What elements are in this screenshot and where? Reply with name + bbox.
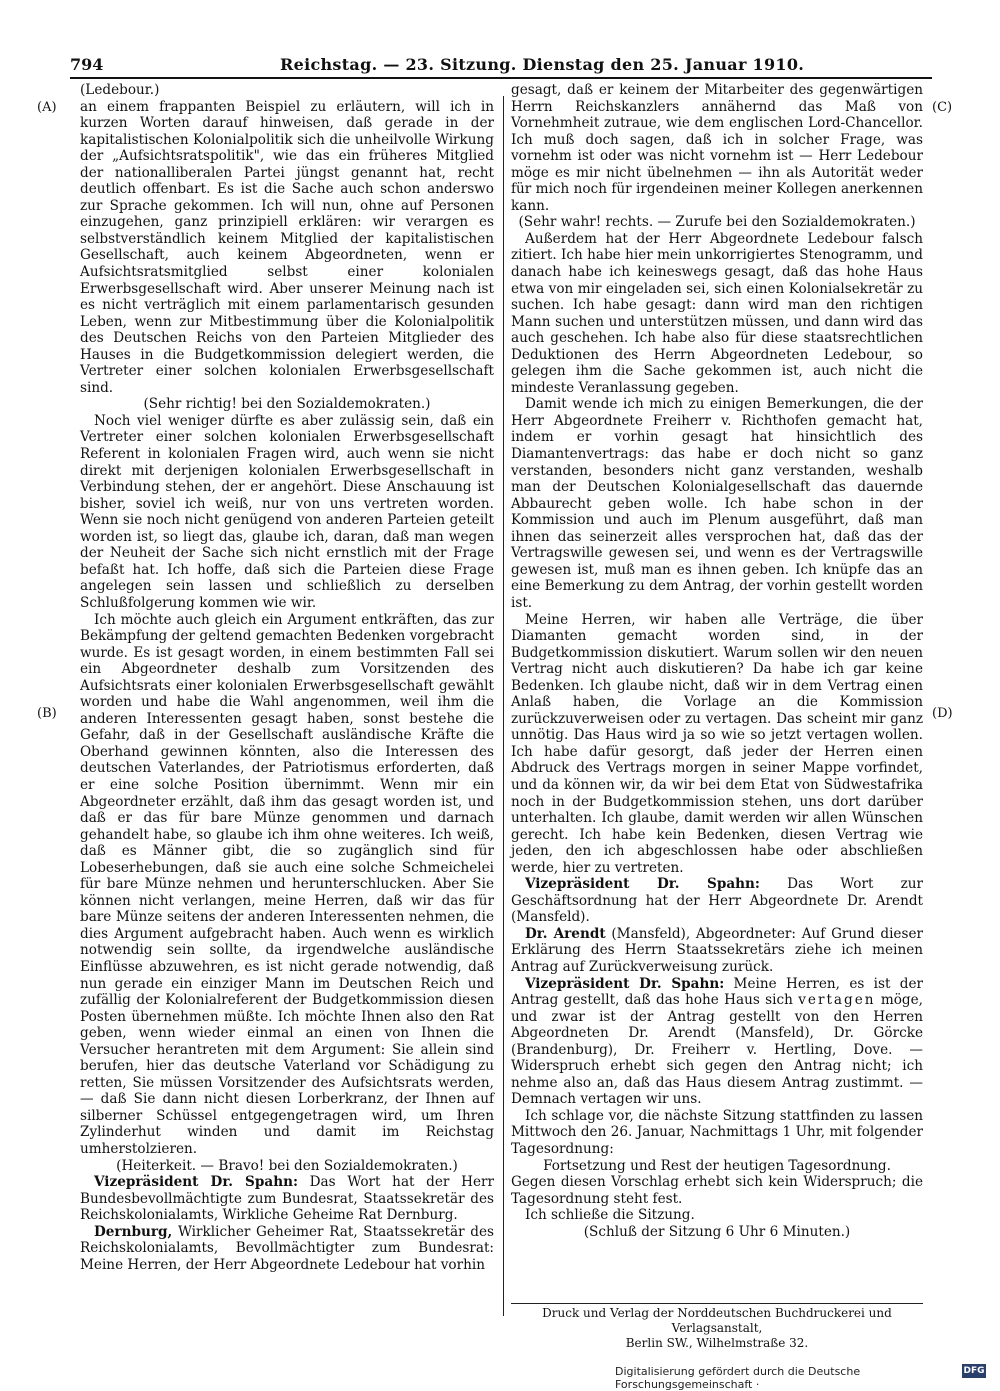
digitization-note: Digitalisierung gefördert durch die Deutsche Forschungsgemeinschaft · [615, 1365, 861, 1391]
margin-marker-d: (D) [932, 706, 953, 721]
closing-note: (Schluß der Sitzung 6 Uhr 6 Minuten.) [583, 1223, 851, 1240]
paragraph: Ich schlage vor, die nächste Sitzung stattfinden zu lassen Mittwoch den 26. Januar, Nachmittags 1 Uhr, mit folgender Tagesordnung: [511, 1107, 923, 1157]
imprint-line: Druck und Verlag der Norddeutschen Buchdruckerei und Verlagsanstalt, [542, 1306, 892, 1335]
paragraph: Meine Herren, wir haben alle Verträge, die über Diamanten gemacht worden sind, in der Budgetkommission diskutiert. Warum sollen wir den neuen Vertrag nicht auch diskutieren? Da habe ich gar keine Bedenken. Ich glaube nicht, daß wir in dem Vertrag einen Anlaß haben, die Vorlage an die Kommission zurückzuverweisen oder zu vertagen. Das scheint mir ganz unnötig. Das Haus wird ja so wie so jetzt vertagen wollen. Ich habe dafür gesorgt, daß jeder der Herren einen Abdruck des Vertrags morgen in seiner Mappe vorfindet, und da können wir, da wir bei dem Etat von Südwestafrika noch in der Budgetkommission stehen, uns dort darüber unterhalten. Ich glaube, damit werden wir allen Wünschen gerecht. Ich habe kein Bedenken, diesen Vertrag wie jeden, den ich abgeschlossen habe oder abschließen werde, hier zu vertreten. [511, 611, 923, 876]
margin-marker-c: (C) [932, 100, 953, 115]
speaker-name: Vizepräsident Dr. Spahn: [525, 975, 725, 992]
speaker-title: Wirklicher Geheimer Rat, Staatssekretär des Reichskolonialamts, Bevollmächtigter zum Bundesrat: [80, 1223, 494, 1257]
imprint [511, 1306, 923, 1351]
interjection: (Sehr wahr! rechts. — Zurufe bei den Sozialdemokraten.) [518, 214, 916, 231]
interjection: (Heiterkeit. — Bravo! bei den Sozialdemokraten.) [116, 1157, 458, 1174]
speech-text: (Mansfeld), Abgeordneter: Auf Grund dieser Erklärung des Herrn Staatssekretärs ziehe ich meinen Antrag auf Zurückverweisung zurück. [511, 925, 923, 975]
spaced-word: vertagen [798, 992, 876, 1009]
speaker-name: Vizepräsident Dr. Spahn: [94, 1174, 298, 1191]
imprint-line: Berlin SW., Wilhelmstraße 32. [625, 1336, 809, 1350]
speech-text: Das Wort hat der Herr Bundesbevollmächtigte zum Bundesrat, Staatssekretär des Reichskolonialamts, Wirkliche Geheime Rat Dernburg. [80, 1174, 495, 1224]
speech-text: Meine Herren, es ist der Antrag gestellt, daß das hohe Haus sich [511, 975, 923, 1009]
speech-paragraph [80, 1224, 494, 1274]
left-column [80, 82, 494, 1273]
speech-paragraph [80, 1174, 494, 1224]
page-number: 794 [70, 55, 104, 74]
page-title: Reichstag. — 23. Sitzung. Dienstag den 25. Januar 1910. [280, 55, 805, 74]
imprint-rule [511, 1303, 923, 1304]
paragraph: Ich schließe die Sitzung. [525, 1207, 695, 1224]
paragraph: Ich möchte auch gleich ein Argument entkräften, das zur Bekämpfung der geltend gemachten Bedenken vorgebracht wurde. Es ist gesagt worden, in einem bestimmten Fall sei ein Abgeordneter deshalb zum Vorsitzenden des Aufsichtsrats einer kolonialen Erwerbsgesellschaft gewählt worden und habe die Wahl angenommen, weil ihm die anderen Interessenten gesagt haben, sonst bestehe die Gefahr, daß in der Gesellschaft ausländische Kräfte die Oberhand gewinnen könnten, also die Interessen des deutschen Vaterlandes, der Patriotismus erforderten, daß er eine solche Position übernimmt. Wenn mir ein Abgeordneter erzählt, daß ihm das gesagt worden ist, und daß er das für bare Münze genommen und darnach gehandelt habe, so glaube ich ihm ohne weiteres. Ich weiß, daß es Männer gibt, die so zugänglich sind für Lobeserhebungen, daß sie auch eine solche Schmeichelei für bare Münze nehmen und herunterschlucken. Aber Sie können nicht verlangen, meine Herren, daß wir das für bare Münze seitens der anderen Interessenten nehmen, die dies Argument aufgebracht haben. Auch wenn es wirklich notwendig sein sollte, da irgendwelche ausländische Einflüsse abzuwehren, es ist nicht gerade notwendig, daß nun gerade ein einziger Mann im Deutschen Reich und zufällig der Kolonialreferent der Budgetkommission diesen Posten übernehmen müßte. Ich möchte Ihnen also den Rat geben, wenn wieder einmal an einen von Ihnen die Versucher herantreten mit dem Argument: Sie allein sind berufen, hier das deutsche Vaterland vor Schädigung zu retten, Sie müssen Vorsitzender des Aufsichtsrats werden, — daß Sie dann nicht diesen Lorberkranz, der Ihnen auf silberner Schüssel entgegengetragen wird, um Ihren Zylinderhut winden und damit im Reichstag umherstolzieren. [80, 611, 494, 1157]
speaker-name: Vizepräsident Dr. Spahn: [525, 876, 760, 893]
header-rule [70, 77, 932, 79]
speech-paragraph [511, 976, 923, 1108]
paragraph: Gegen diesen Vorschlag erhebt sich kein Widerspruch; die Tagesordnung steht fest. [511, 1174, 923, 1207]
margin-marker-b: (B) [37, 706, 57, 721]
speaker-name: Dernburg, [94, 1223, 173, 1240]
paragraph: Damit wende ich mich zu einigen Bemerkungen, die der Herr Abgeordnete Freiherr v. Richthofen gemacht hat, indem er vorhin gesagt hat hinsichtlich des Diamantenvertrags: das habe er doch nicht so ganz verstanden, besonders nicht ganz verstanden, weshalb man der Deutschen Kolonialgesellschaft das dauernde Abbaurecht geben wolle. Ich habe schon in der Kommission und auch im Plenum ausgeführt, daß man ihnen das seinerzeit alles versprochen hat, daß das der Vertragswille gewesen sei, und wenn es der Vertragswille gewesen ist, muß man es ihnen geben. Ich knüpfe das an eine Bemerkung zu dem Antrag, der vorhin gestellt worden ist. [511, 396, 923, 611]
speech-text: Meine Herren, der Herr Abgeordnete Ledebour hat vorhin [80, 1256, 485, 1273]
paragraph: Außerdem hat der Herr Abgeordnete Ledebour falsch zitiert. Ich habe hier mein unkorrigiertes Stenogramm, und danach habe ich keineswegs gesagt, daß das hohe Haus etwa von mir eingeladen sei, sich einen Kolonialsekretär zu suchen. Ich habe gesagt: dann wird man den richtigen Mann suchen und unterstützen müssen, und dann wird das auch geschehen. Ich habe also für diese staatsrechtlichen Deduktionen des Herrn Abgeordneten Ledebour, so gelegen ihm die Sache gekommen ist, auch nicht die mindeste Veranlassung gegeben. [511, 230, 923, 396]
speech-paragraph [511, 876, 923, 926]
column-divider [503, 96, 504, 1316]
speech-text: Das Wort zur Geschäftsordnung hat der Herr Abgeordnete Dr. Arendt (Mansfeld). [511, 876, 923, 926]
speaker-continuation: (Ledebour.) [80, 82, 160, 98]
agenda-item: Fortsetzung und Rest der heutigen Tagesordnung. [543, 1157, 891, 1174]
right-column [511, 82, 923, 1240]
speech-paragraph [511, 926, 923, 976]
page-header [70, 55, 930, 79]
speech-text: möge, und zwar ist der Antrag gestellt von den Herren Abgeordneten Dr. Arendt (Mansfeld), Dr. Görcke (Brandenburg), Dr. Freiherr v. Hertling, Dove. — Widerspruch erhebt sich gegen den Antrag nicht; ich nehme also an, daß das Haus diesem Antrag zustimmt. — Demnach vertagen wir uns. [511, 992, 923, 1108]
paragraph: an einem frappanten Beispiel zu erläutern, will ich in kurzen Worten darauf hinweisen, daß gerade in der kapitalistischen Kolonialpolitik sich die unheilvolle Wirkung der „Aufsichtsratspolitik", wie das ein früheres Mitglied der nationalliberalen Partei jüngst genannt hat, recht deutlich offenbart. Es ist die Sache auch schon anderswo zur Sprache gekommen. Ich will nun, ohne auf Personen einzugehen, ganz prinzipiell erklären: wir verargen es selbstverständlich keinem Mitglied der kapitalistischen Gesellschaft, auch keinem Abgeordneten, wenn er Aufsichtsratsmitglied selbst einer kolonialen Erwerbsgesellschaft wird. Aber unserer Meinung nach ist es nicht verträglich mit einem parlamentarisch gesunden Leben, wenn zur Mitbestimmung über die Kolonialpolitik des Deutschen Reichs von den Parteien Mitglieder des Hauses in die Budgetkommission delegiert werden, die Vertreter einer solchen kolonialen Erwerbsgesellschaft sind. [80, 98, 494, 396]
interjection: (Sehr richtig! bei den Sozialdemokraten.) [143, 396, 431, 413]
paragraph: Noch viel weniger dürfte es aber zulässig sein, daß ein Vertreter einer solchen kolonialen Erwerbsgesellschaft Referent in kolonialen Fragen wird, auch wenn sie nicht direkt mit derjenigen kolonialen Erwerbsgesellschaft in Verbindung stehen, der er angehört. Diese Anschauung ist bisher, soviel ich weiß, nur von uns vertreten worden. Wenn sie noch nicht genügend von anderen Parteien geteilt worden ist, so liegt das, glaube ich, daran, daß man wegen der Neuheit der Sache sich nicht ernstlich mit der Frage befaßt hat. Ich hoffe, daß sich die Parteien diese Frage angelegen sein lassen und schließlich zu derselben Schlußfolgerung kommen wie wir. [80, 412, 494, 611]
margin-marker-a: (A) [37, 100, 57, 115]
paragraph: gesagt, daß er keinem der Mitarbeiter des gegenwärtigen Herrn Reichskanzlers annähernd das Maß von Vornehmheit zutraue, wie dem englischen Lord-Chancellor. Ich muß doch sagen, daß ich in solcher Frage, was vornehm ist oder was nicht vornehm ist — Herr Ledebour möge es mir nicht übelnehmen — ihn als Autorität weder für mich noch für irgendeinen meiner Kollegen anerkennen kann. [511, 82, 923, 214]
speaker-name: Dr. Arendt [525, 925, 606, 942]
dfg-logo: DFG [963, 1366, 985, 1376]
